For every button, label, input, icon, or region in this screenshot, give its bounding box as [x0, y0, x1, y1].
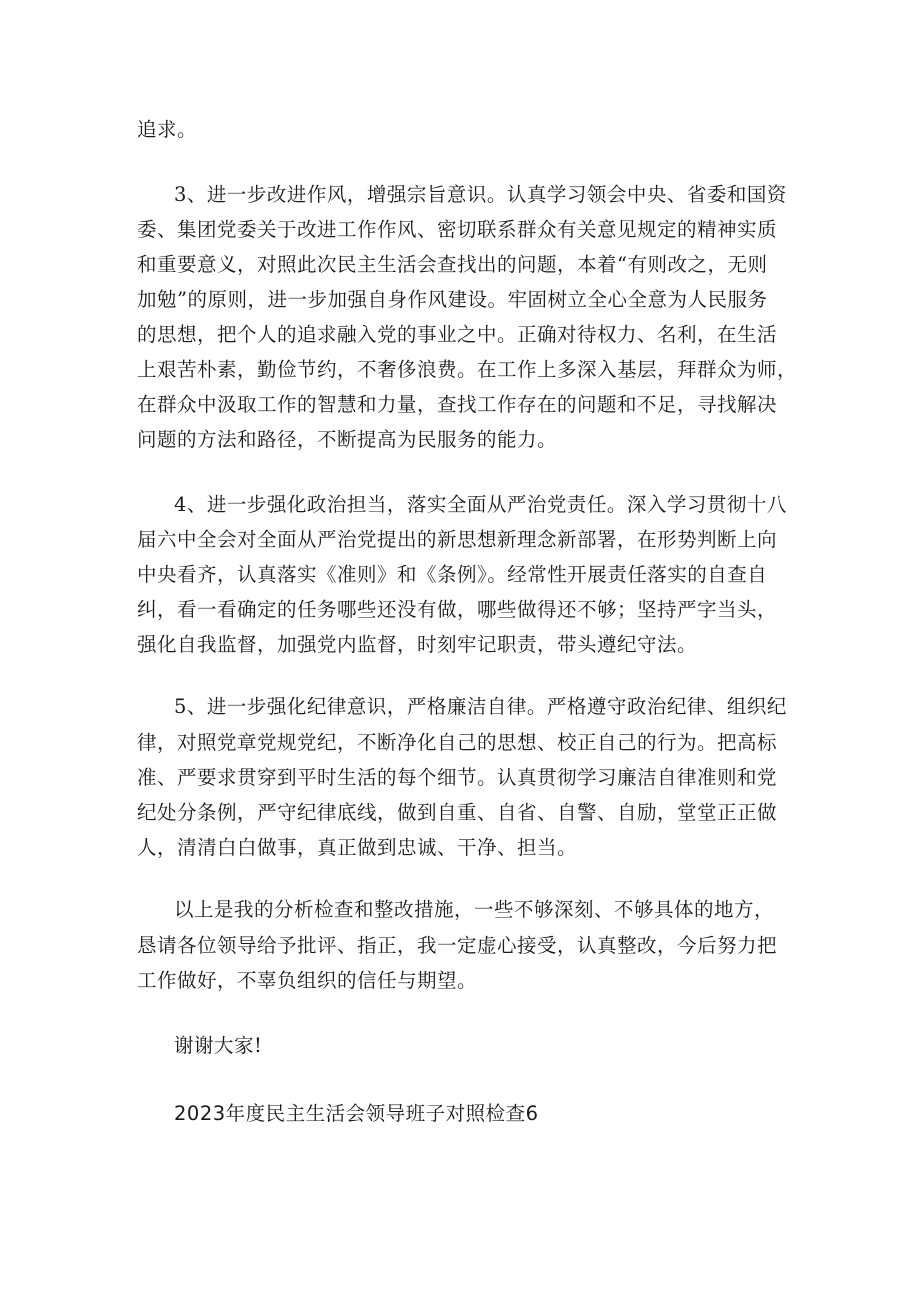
paragraph-line: 委、集团党委关于改进工作作风、密切联系群众有关意见规定的精神实质: [137, 218, 778, 241]
paragraph-line: 4、进一步强化政治担当，落实全面从严治党责任。深入学习贯彻十八: [174, 493, 787, 516]
paragraph-line: 5、进一步强化纪律意识，严格廉洁自律。严格遵守政治纪律、组织纪: [174, 695, 787, 718]
paragraph-line: 和重要意义，对照此次民主生活会查找出的问题，本着“有则改之，无则: [137, 253, 768, 276]
paragraph-line: 的思想，把个人的追求融入党的事业之中。正确对待权力、名利，在生活: [137, 323, 778, 346]
paragraph-line: 加勉”的原则，进一步加强自身作风建设。牢固树立全心全意为人民服务: [137, 288, 768, 311]
paragraph-line: 纠，看一看确定的任务哪些还没有做，哪些做得还不够；坚持严字当头，: [137, 598, 778, 621]
paragraph-line: 问题的方法和路径，不断提高为民服务的能力。: [137, 428, 558, 451]
paragraph-line: 3、进一步改进作风，增强宗旨意识。认真学习领会中央、省委和国资: [174, 183, 787, 206]
paragraph-line: 上艰苦朴素，勤俭节约，不奢侈浪费。在工作上多深入基层，拜群众为师，: [137, 358, 798, 381]
paragraph-line: 届六中全会对全面从严治党提出的新思想新理念新部署，在形势判断上向: [137, 528, 778, 551]
intro-tail: 追求。: [137, 118, 198, 141]
paragraph-line: 准、严要求贯穿到平时生活的每个细节。认真贯彻学习廉洁自律准则和党: [137, 766, 778, 789]
thanks-line: 谢谢大家!: [174, 1034, 263, 1057]
next-section-heading: 2023年度民主生活会领导班子对照检查6: [174, 1102, 539, 1125]
paragraph-line: 纪处分条例，严守纪律底线，做到自重、自省、自警、自励，堂堂正正做: [137, 801, 778, 824]
paragraph-line: 在群众中汲取工作的智慧和力量，查找工作存在的问题和不足，寻找解决: [137, 393, 778, 416]
paragraph-line: 以上是我的分析检查和整改措施，一些不够深刻、不够具体的地方，: [174, 898, 775, 921]
paragraph-line: 人，清清白白做事，真正做到忠诚、干净、担当。: [137, 836, 578, 859]
paragraph-line: 律，对照党章党规党纪，不断净化自己的思想、校正自己的行为。把高标: [137, 731, 778, 754]
paragraph-line: 中央看齐，认真落实《准则》和《条例》。经常性开展责任落实的自查自: [137, 563, 768, 586]
paragraph-line: 工作做好，不辜负组织的信任与期望。: [137, 969, 478, 992]
paragraph-line: 恳请各位领导给予批评、指正，我一定虚心接受，认真整改，今后努力把: [137, 934, 778, 957]
paragraph-line: 强化自我监督，加强党内监督，时刻牢记职责，带头遵纪守法。: [137, 633, 698, 656]
